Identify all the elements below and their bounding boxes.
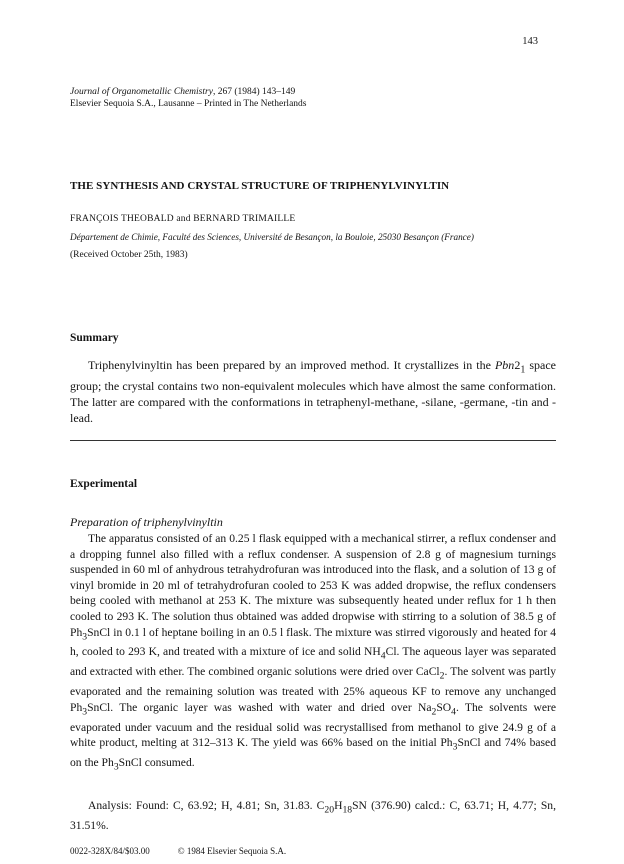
experimental-heading: Experimental (70, 478, 138, 490)
subscript: 2 (431, 706, 437, 718)
text-run: SnCl consumed. (118, 756, 195, 770)
journal-line (70, 86, 306, 98)
summary-text-part: space group; the crystal contains two non-equivalent molecules which have almost the same conformation. The latter are compared with the conformations in tetraphenyl-methane, -silane, -germane, -tin and -lead. (70, 358, 557, 426)
subscript: 3 (82, 706, 88, 718)
subscript: 20 (324, 804, 335, 816)
journal-citation (70, 86, 306, 110)
received-date: (Received October 25th, 1983) (70, 250, 188, 260)
journal-volume: , 267 (1984) 143–149 (212, 87, 296, 97)
subscript: 4 (380, 650, 386, 662)
summary-heading: Summary (70, 332, 119, 344)
space-group: Pbn (494, 358, 515, 372)
footer (70, 846, 286, 856)
text-run: Analysis: Found: C, 63.92; H, 4.81; Sn, 31.83. C (88, 799, 325, 812)
text-run: Cl. The aqueous layer was separated and extracted with ether. The combined organic solutions were dried over CaCl (70, 645, 557, 679)
subscript: 3 (82, 630, 88, 642)
analysis-paragraph (70, 798, 556, 834)
copyright: © 1984 Elsevier Sequoia S.A. (177, 846, 287, 856)
text-run: . The solvent was partly evaporated and the remaining solution was treated with 25% aqueous KF to remove any unchanged Ph (70, 665, 556, 714)
subscript: 2 (439, 670, 445, 682)
subscript: 3 (452, 741, 458, 753)
preparation-subheading: Preparation of triphenylvinyltin (70, 515, 223, 529)
subscript: 3 (113, 761, 119, 773)
space-group-number: 2 (514, 358, 521, 372)
paper-title: THE SYNTHESIS AND CRYSTAL STRUCTURE OF TRIPHENYLVINYLTIN (70, 180, 450, 192)
experimental-paragraph (70, 531, 556, 775)
journal-name: Journal of Organometallic Chemistry (70, 87, 213, 97)
text-run: The apparatus consisted of an 0.25 l flask equipped with a mechanical stirrer, a reflux condenser and a dropping funnel also filled with a reflux condenser. A suspension of 2.8 g of magnesium turnings suspended in 60 ml of anhydrous tetrahydrofuran was introduced into the flask, and a solution of 13 g of vinyl bromide in 20 ml of tetrahydrofuran cooled to 253 K was added dropwise, the reflux condensers being cooled with methanol at 253 K. The mixture was subsequently heated under reflux for 1 h then cooled to 293 K. The solution thus obtained was added dropwise with stirring to a solution of 38.5 g of Ph (70, 532, 556, 639)
text-run: SnCl and 74% based on the Ph (70, 736, 556, 770)
subscript: 4 (451, 706, 456, 718)
page-number: 143 (522, 36, 538, 47)
text-run: SN (376.90) calcd.: C, 63.71; H, 4.77; Sn, 31.51%. (70, 799, 556, 832)
section-divider (70, 440, 556, 441)
text-run: SnCl. The organic layer was washed with water and dried over Na (87, 700, 432, 714)
summary-text-part: Triphenylvinyltin has been prepared by an improved method. It crystallizes in the (88, 358, 495, 372)
authors: FRANÇOIS THEOBALD and BERNARD TRIMAILLE (70, 214, 296, 224)
summary-text (70, 357, 556, 426)
text-run: H (334, 799, 343, 812)
space-group-subscript: 1 (520, 364, 526, 376)
issn-code: 0022-328X/84/$03.00 (70, 846, 150, 856)
text-run: . The solvents were evaporated under vacuum and the residual solid was recrystallised from methanol to give 24.9 g of a white product, melting at 312–313 K. The yield was 66% based on the initial Ph (70, 700, 557, 750)
text-run: SO (436, 700, 452, 714)
text-run: SnCl in 0.1 l of heptane boiling in an 0.5 l flask. The mixture was stirred vigorously and heated for 4 h, cooled to 293 K, and treated with a mixture of ice and solid NH (70, 625, 556, 659)
subscript: 18 (342, 804, 353, 816)
affiliation: Département de Chimie, Faculté des Sciences, Université de Besançon, la Bouloie, 25030 Besançon (France) (70, 232, 474, 242)
journal-publisher: Elsevier Sequoia S.A., Lausanne – Printed in The Netherlands (70, 99, 307, 109)
